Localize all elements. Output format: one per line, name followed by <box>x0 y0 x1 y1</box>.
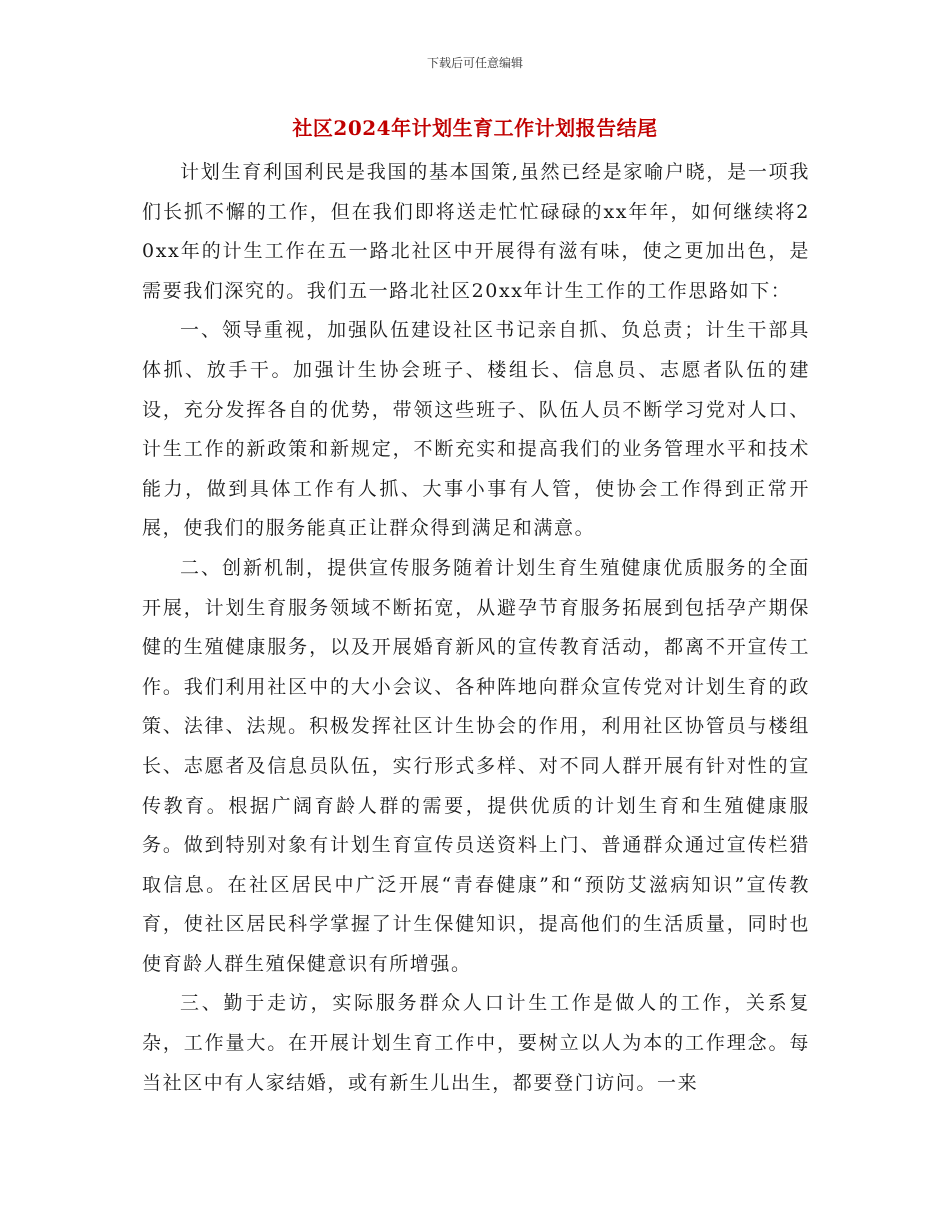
document-body <box>142 153 810 1103</box>
header-note: 下载后可任意编辑 <box>426 56 523 70</box>
document-title: 社区2024年计划生育工作计划报告结尾 <box>292 116 658 140</box>
paragraph-leadership: 一、领导重视，加强队伍建设社区书记亲自抓、负总责；计生干部具体抓、放手干。加强计生协会班子、楼组长、信息员、志愿者队伍的建设，充分发挥各自的优势，带领这些班子、队伍人员不断学习党对人口、计生工作的新政策和新规定，不断充实和提高我们的业务管理水平和技术能力，做到具体工作有人抓、大事小事有人管，使协会工作得到正常开展，使我们的服务能真正让群众得到满足和满意。 <box>142 319 810 540</box>
paragraph-innovation: 二、创新机制，提供宣传服务随着计划生育生殖健康优质服务的全面开展，计划生育服务领域不断拓宽，从避孕节育服务拓展到包括孕产期保健的生殖健康服务，以及开展婚育新风的宣传教育活动，都离不开宣传工作。我们利用社区中的大小会议、各种阵地向群众宣传党对计划生育的政策、法律、法规。积极发挥社区计生协会的作用，利用社区协管员与楼组长、志愿者及信息员队伍，实行形式多样、对不同人群开展有针对性的宣传教育。根据广阔育龄人群的需要，提供优质的计划生育和生殖健康服务。做到特别对象有计划生育宣传员送资料上门、普通群众通过宣传栏猎取信息。在社区居民中广泛开展“青春健康”和“预防艾滋病知识”宣传教育，使社区居民科学掌握了计生保健知识，提高他们的生活质量，同时也使育龄人群生殖保健意识有所增强。 <box>142 556 810 975</box>
paragraph-intro: 计划生育利国利民是我国的基本国策,虽然已经是家喻户晓，是一项我们长抓不懈的工作，但在我们即将送走忙忙碌碌的xx年年，如何继续将20xx年的计生工作在五一路北社区中开展得有滋有味，使之更加出色，是需要我们深究的。我们五一路北社区20xx年计生工作的工作思路如下： <box>142 161 810 302</box>
paragraph-visits: 三、勤于走访，实际服务群众人口计生工作是做人的工作，关系复杂，工作量大。在开展计划生育工作中，要树立以人为本的工作理念。每当社区中有人家结婚，或有新生儿出生，都要登门访问。一来 <box>142 992 810 1094</box>
